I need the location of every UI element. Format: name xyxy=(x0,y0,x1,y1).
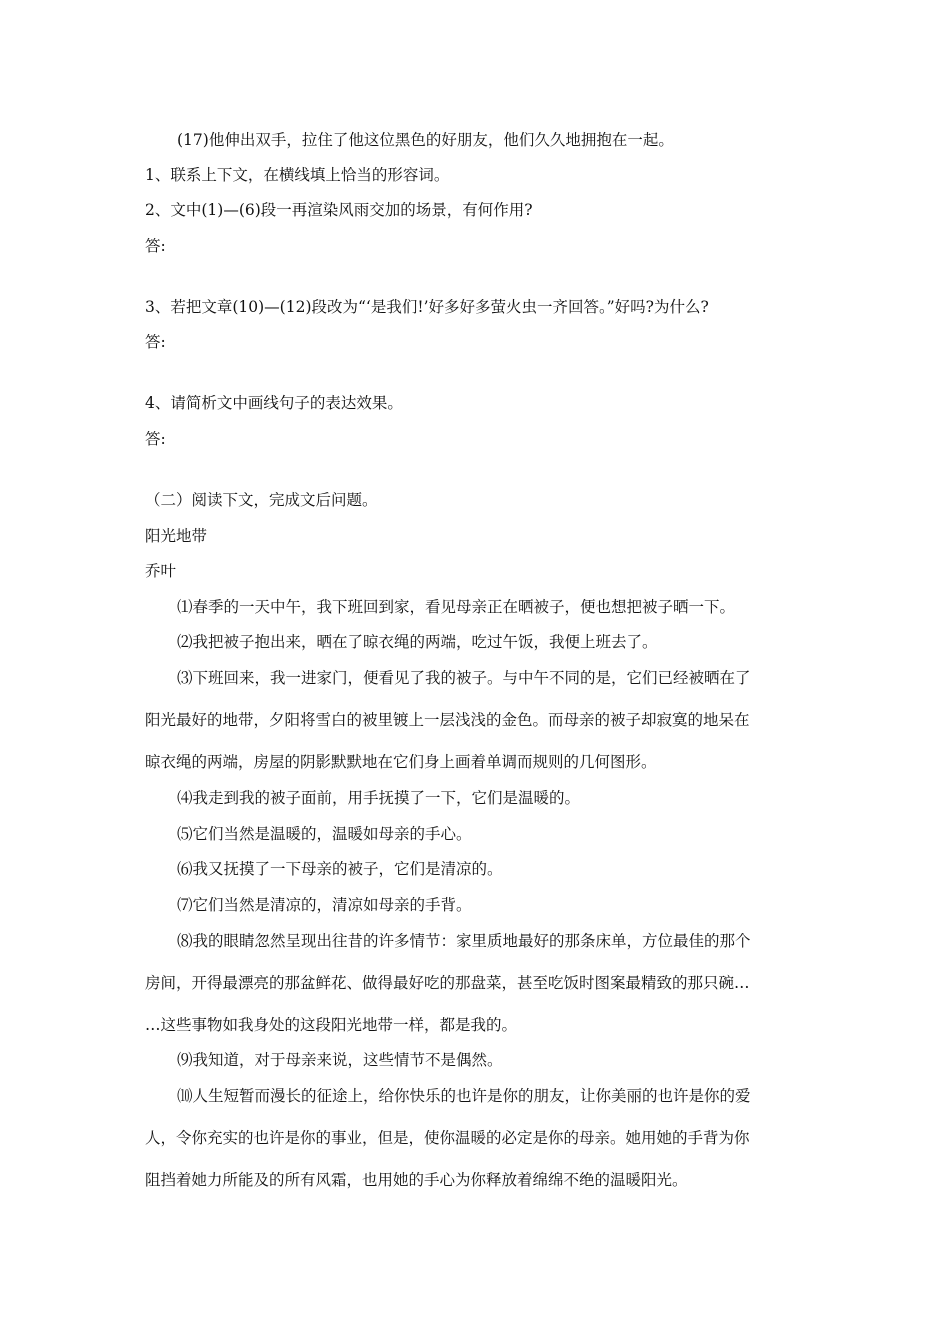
article-line: 阻挡着她力所能及的所有风霜，也用她的手心为你释放着绵绵不绝的温暖阳光。 xyxy=(145,1171,688,1189)
article-line: ⑼我知道，对于母亲来说，这些情节不是偶然。 xyxy=(177,1051,503,1069)
answer-label-2: 答: xyxy=(145,237,166,255)
article-line: ⑶下班回来，我一进家门，便看见了我的被子。与中午不同的是，它们已经被晒在了 xyxy=(177,669,751,687)
article-line: ⑸它们当然是温暖的，温暖如母亲的手心。 xyxy=(177,825,472,843)
article-line: ⑴春季的一天中午，我下班回到家，看见母亲正在晒被子，便也想把被子晒一下。 xyxy=(177,598,736,616)
article-line: ⑷我走到我的被子面前，用手抚摸了一下，它们是温暖的。 xyxy=(177,789,581,807)
article-line: 人，令你充实的也许是你的事业，但是，使你温暖的必定是你的母亲。她用她的手背为你 xyxy=(145,1129,750,1147)
article-title: 阳光地带 xyxy=(145,527,208,545)
question-3: 3、若把文章(10)—(12)段改为“‘是我们!’好多好多萤火虫一齐回答。”好吗?为什么? xyxy=(145,298,709,316)
question-1: 1、联系上下文，在横线填上恰当的形容词。 xyxy=(145,166,450,184)
article-line: ⑺它们当然是清凉的，清凉如母亲的手背。 xyxy=(177,896,472,914)
article-line: ⑻我的眼睛忽然呈现出往昔的许多情节：家里质地最好的那条床单，方位最佳的那个 xyxy=(177,932,751,950)
article-line: ⑹我又抚摸了一下母亲的被子，它们是清凉的。 xyxy=(177,860,503,878)
article-line: ⑵我把被子抱出来，晒在了晾衣绳的两端，吃过午饭，我便上班去了。 xyxy=(177,633,658,651)
answer-label-4: 答: xyxy=(145,430,166,448)
article-line: 阳光最好的地带，夕阳将雪白的被里镀上一层浅浅的金色。而母亲的被子却寂寞的地呆在 xyxy=(145,711,750,729)
section-heading: （二）阅读下文，完成文后问题。 xyxy=(145,491,378,509)
article-line: 晾衣绳的两端，房屋的阴影默默地在它们身上画着单调而规则的几何图形。 xyxy=(145,753,657,771)
question-2: 2、文中(1)—(6)段一再渲染风雨交加的场景，有何作用? xyxy=(145,201,533,219)
article-line: …这些事物如我身处的这段阳光地带一样，都是我的。 xyxy=(145,1016,518,1034)
answer-label-3: 答: xyxy=(145,333,166,351)
article-line: 房间，开得最漂亮的那盆鲜花、做得最好吃的那盘菜，甚至吃饭时图案最精致的那只碗… xyxy=(145,974,750,992)
article-line: ⑽人生短暂而漫长的征途上，给你快乐的也许是你的朋友，让你美丽的也许是你的爱 xyxy=(177,1087,751,1105)
article-author: 乔叶 xyxy=(145,562,177,580)
paragraph-17: (17)他伸出双手，拉住了他这位黑色的好朋友，他们久久地拥抱在一起。 xyxy=(177,131,674,149)
question-4: 4、请简析文中画线句子的表达效果。 xyxy=(145,394,403,412)
